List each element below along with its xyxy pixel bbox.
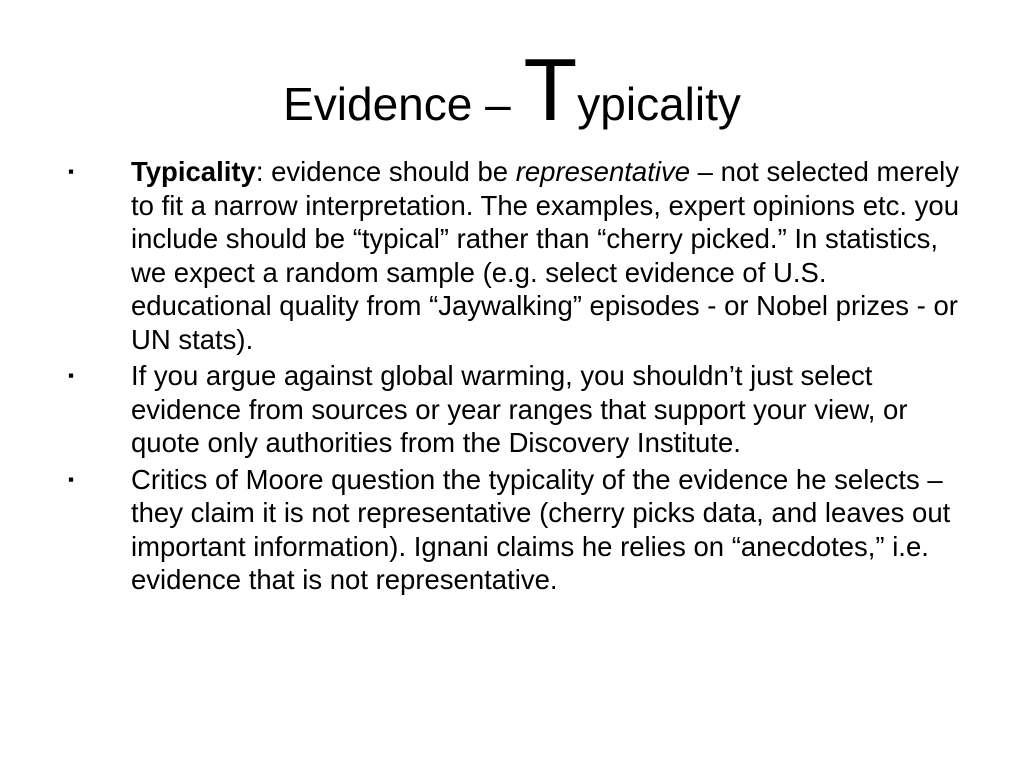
title-large-letter: T [523,40,578,139]
bullet-moore-critics [0,463,1024,597]
definition-intro: : evidence should be [255,156,516,187]
slide-title [0,40,1024,154]
square-bullet-icon: ▪ [68,162,75,181]
definition-body: – not selected merely to fit a narrow interpretation. The examples, expert opinions etc. you include should be “typical” rather than “cherry picked.” In statistics, we expect a random sample (e.g. select evidence of U.S. educational quality from “Jaywalking” episodes - or Nobel prizes - or UN stats). [131,156,960,355]
title-prefix: Evidence – [283,78,524,130]
bullet-global-warming [0,359,1024,460]
emphasis-representative: representative [515,156,690,187]
square-bullet-icon: ▪ [68,469,75,489]
bullet-list [0,155,1024,600]
bullet-text: Critics of Moore question the typicality of the evidence he selects – they claim it is not representative (cherry picks data, and leaves out important information). Ignani claims he relies on “anecdotes,” i.e. evidence that is not representative. [131,463,951,595]
square-bullet-icon: ▪ [68,366,75,385]
title-rest: ypicality [577,78,741,130]
bullet-text: If you argue against global warming, you shouldn’t just select evidence from sources or year ranges that support your view, or quote only authorities from the Discovery Institute. [131,360,908,458]
term-typicality: Typicality [131,156,256,187]
bullet-typicality-definition [0,155,1024,356]
